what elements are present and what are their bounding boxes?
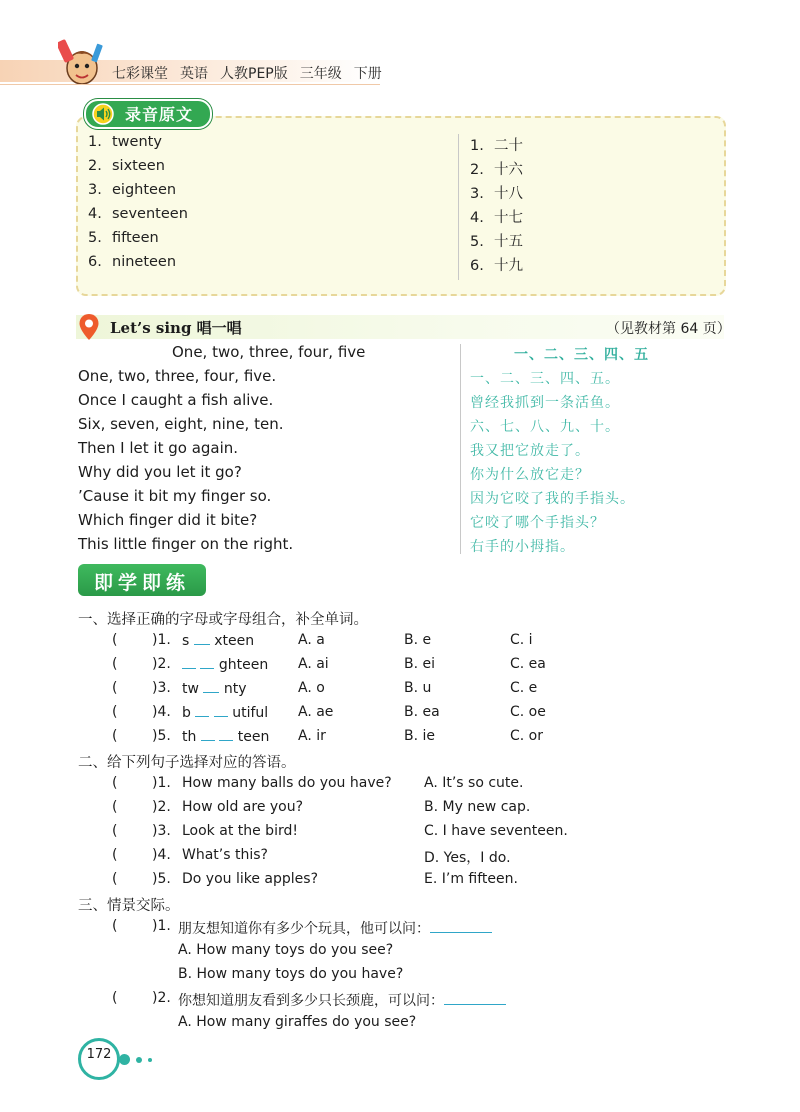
s1-option-b: B. u xyxy=(404,680,432,696)
lyric-en-line: Why did you let it go? xyxy=(78,463,242,481)
recording-divider xyxy=(458,134,459,280)
s2-question: Do you like apples? xyxy=(182,871,319,887)
sing-title: Let’s sing 唱一唱 xyxy=(110,319,242,337)
lyric-cn-line: 曾经我抓到一条活鱼。 xyxy=(470,395,620,411)
s2-item: ( )4. xyxy=(112,847,171,863)
s1-item: ( )3. xyxy=(112,680,171,696)
s2-answer: B. My new cap. xyxy=(424,799,531,815)
s2-question: What’s this? xyxy=(182,847,268,863)
lyric-en-line: Once I caught a fish alive. xyxy=(78,391,274,409)
recording-left-item: 3. eighteen xyxy=(88,182,177,198)
lyric-cn-line: 你为什么放它走？ xyxy=(470,467,590,483)
s1-option-a: A. a xyxy=(298,632,325,648)
s3-item: ( )2. xyxy=(112,990,171,1006)
answer-blank[interactable] xyxy=(195,704,209,717)
lyric-cn-line: 它咬了哪个手指头？ xyxy=(470,515,605,531)
s1-option-c: C. or xyxy=(510,728,543,744)
s2-answer: C. I have seventeen. xyxy=(424,823,568,839)
header-title xyxy=(112,63,394,83)
lyric-cn-line: 一、二、三、四、五。 xyxy=(470,371,620,387)
speaker-icon xyxy=(92,103,118,125)
s3-prompt: 你想知道朋友看到多少只长颈鹿，可以问： xyxy=(178,990,506,1010)
s1-item: ( )2. xyxy=(112,656,171,672)
lyric-en-line: ’Cause it bit my finger so. xyxy=(78,487,272,505)
s1-option-a: A. o xyxy=(298,680,325,696)
s2-item: ( )3. xyxy=(112,823,171,839)
recording-left-item: 1. twenty xyxy=(88,134,162,150)
header-rule xyxy=(0,84,380,85)
s1-item: ( )4. xyxy=(112,704,171,720)
s2-answer: E. I’m fifteen. xyxy=(424,871,518,887)
lyric-en-line: Six, seven, eight, nine, ten. xyxy=(78,415,284,433)
recording-right-item: 3. 十八 xyxy=(470,186,523,202)
section3-heading: 三、情景交际。 xyxy=(78,898,180,914)
answer-blank[interactable] xyxy=(430,919,492,933)
s2-answer: A. It’s so cute. xyxy=(424,775,524,791)
location-pin-icon xyxy=(78,313,100,341)
s1-option-a: A. ae xyxy=(298,704,334,720)
s1-word: tw nty xyxy=(182,681,247,697)
s1-option-b: B. e xyxy=(404,632,432,648)
s1-word: ghteen xyxy=(182,656,268,673)
s1-option-c: C. ea xyxy=(510,656,546,672)
mascot-icon xyxy=(58,38,104,88)
s3-prompt: 朋友想知道你有多少个玩具，他可以问： xyxy=(178,918,492,938)
s2-item: ( )1. xyxy=(112,775,171,791)
s1-word: th teen xyxy=(182,729,270,745)
s1-option-a: A. ai xyxy=(298,656,329,672)
header-volume: 下册 xyxy=(353,66,382,82)
lyric-title-cn: 一、二、三、四、五 xyxy=(514,347,649,363)
s1-option-c: C. e xyxy=(510,680,538,696)
sing-divider xyxy=(460,344,461,554)
lyric-en-line: Which finger did it bite? xyxy=(78,511,258,529)
decor-dot xyxy=(148,1058,152,1062)
lyric-cn-line: 我又把它放走了。 xyxy=(470,443,590,459)
answer-blank[interactable] xyxy=(194,632,210,645)
s1-option-b: B. ea xyxy=(404,704,440,720)
s3-option-b: B. How many toys do you have? xyxy=(178,966,404,982)
recording-right-item: 6. 十九 xyxy=(470,258,523,274)
s2-question: How old are you? xyxy=(182,799,304,815)
s3-option-a: A. How many giraffes do you see? xyxy=(178,1014,417,1030)
section2-heading: 二、给下列句子选择对应的答语。 xyxy=(78,755,296,771)
lyric-en-line: One, two, three, four, five. xyxy=(78,367,277,385)
header-brand: 七彩课堂 xyxy=(112,66,168,82)
s2-item: ( )5. xyxy=(112,871,171,887)
answer-blank[interactable] xyxy=(444,991,506,1005)
s2-question: How many balls do you have? xyxy=(182,775,392,791)
s2-item: ( )2. xyxy=(112,799,171,815)
section1-heading: 一、选择正确的字母或字母组合，补全单词。 xyxy=(78,612,368,628)
answer-blank[interactable] xyxy=(219,728,233,741)
lyric-en-line: Then I let it go again. xyxy=(78,439,239,457)
recording-right-item: 1. 二十 xyxy=(470,138,523,154)
recording-right-item: 2. 十六 xyxy=(470,162,523,178)
recording-left-item: 5. fifteen xyxy=(88,230,159,246)
answer-blank[interactable] xyxy=(201,728,215,741)
s2-question: Look at the bird! xyxy=(182,823,298,839)
recording-left-item: 2. sixteen xyxy=(88,158,165,174)
s1-option-b: B. ie xyxy=(404,728,436,744)
lyric-cn-line: 六、七、八、九、十。 xyxy=(470,419,620,435)
s1-item: ( )5. xyxy=(112,728,171,744)
answer-blank[interactable] xyxy=(200,656,214,669)
lyric-cn-line: 因为它咬了我的手指头。 xyxy=(470,491,635,507)
header-grade: 三年级 xyxy=(299,66,342,82)
recording-right-item: 5. 十五 xyxy=(470,234,523,250)
recording-left-item: 6. nineteen xyxy=(88,254,177,270)
practice-title: 即学即练 xyxy=(94,572,191,594)
s1-option-b: B. ei xyxy=(404,656,436,672)
s1-option-c: C. i xyxy=(510,632,533,648)
recording-left-item: 4. seventeen xyxy=(88,206,188,222)
page-number: 172 xyxy=(86,1047,112,1062)
s2-answer: D. Yes，I do. xyxy=(424,850,511,866)
lyric-en-line: This little finger on the right. xyxy=(78,535,294,553)
decor-dot xyxy=(136,1057,142,1063)
s3-option-a: A. How many toys do you see? xyxy=(178,942,394,958)
s3-item: ( )1. xyxy=(112,918,171,934)
answer-blank[interactable] xyxy=(214,704,228,717)
lyric-cn-line: 右手的小拇指。 xyxy=(470,539,575,555)
lyric-title-en: One, two, three, four, five xyxy=(172,343,366,361)
recording-right-item: 4. 十七 xyxy=(470,210,523,226)
s1-option-c: C. oe xyxy=(510,704,546,720)
answer-blank[interactable] xyxy=(182,656,196,669)
s1-word: s xteen xyxy=(182,633,255,649)
decor-dot xyxy=(119,1054,130,1065)
s1-item: ( )1. xyxy=(112,632,171,648)
recording-title: 录音原文 xyxy=(125,105,194,124)
s1-word: b utiful xyxy=(182,705,269,721)
s1-option-a: A. ir xyxy=(298,728,326,744)
header-subject: 英语 xyxy=(180,66,208,82)
answer-blank[interactable] xyxy=(203,680,219,693)
header-edition: 人教PEP版 xyxy=(220,66,288,82)
sing-reference: （见教材第 64 页） xyxy=(606,321,731,337)
